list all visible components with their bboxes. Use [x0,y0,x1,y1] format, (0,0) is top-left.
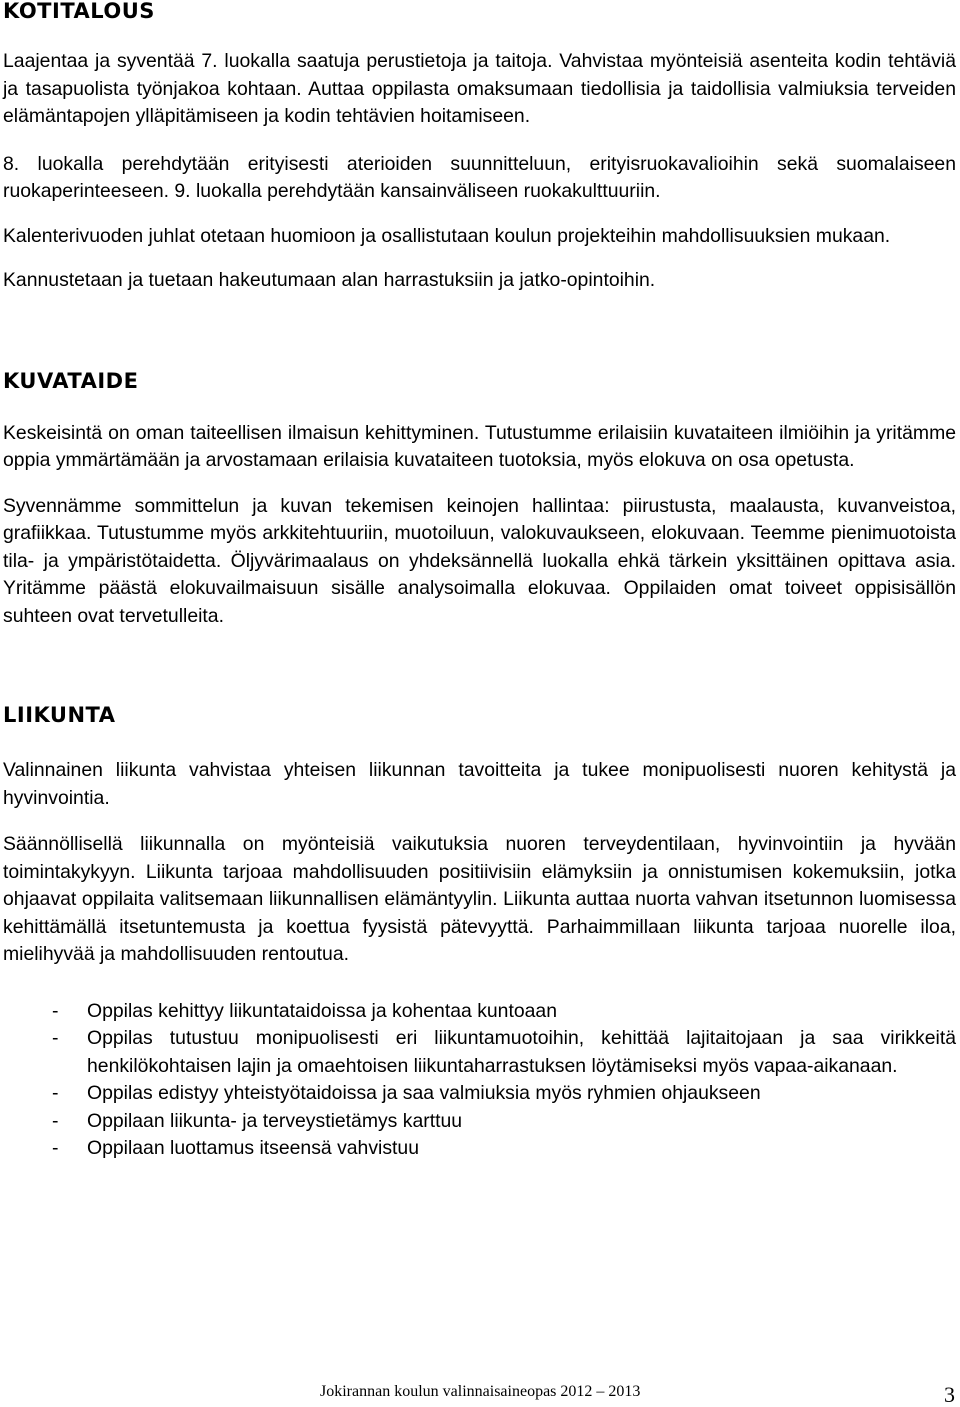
list-item [3,998,956,1026]
liikunta-goals-list [3,998,956,1163]
kotitalous-paragraph-3: Kalenterivuoden juhlat otetaan huomioon ja osallistutaan koulun projekteihin mahdollisuuksien mukaan. [3,224,891,247]
list-item [3,1080,956,1108]
list-dash: - [52,1082,59,1104]
list-dash: - [52,999,59,1022]
kotitalous-paragraph-1: Laajentaa ja syventää 7. luokalla saatuja perustietoja ja taitoja. Vahvistaa myönteisiä asenteita kodin tehtäviä ja tasapuolista työnjakoa kohtaan. Auttaa oppilasta omaksumaan tiedollisia ja taidollisia valmiuksia terveiden elämäntapojen ylläpitämiseen ja kodin tehtävien hoitamiseen. [3,50,956,127]
section-title-kuvataide: KUVATAIDE [3,368,139,393]
liikunta-paragraph-1: Valinnainen liikunta vahvistaa yhteisen liikunnan tavoitteita ja tukee monipuolisesti nuoren kehitystä ja hyvinvointia. [3,759,956,809]
list-item [3,1108,956,1136]
list-item-text: Oppilaan luottamus itseensä vahvistuu [87,1137,419,1159]
kuvataide-paragraph-2: Syvennämme sommittelun ja kuvan tekemisen keinojen hallintaa: piirustusta, maalausta, kuvanveistoa, grafiikkaa. Tutustumme myös arkkitehtuuriin, muotoiluun, valokuvaukseen, elokuvaan. Teemme pienimuotoista tila- ja ympäristötaidetta. Öljyvärimaalaus on yhdeksännellä luokalla ehkä tärkein yksittäinen opittava asia. Yritämme päästä elokuvailmaisuun sisälle analysoimalla elokuvaa. Oppilaiden omat toiveet oppisisällön suhteen ovat tervetulleita. [3,494,956,627]
section-title-liikunta: LIIKUNTA [3,703,116,727]
kuvataide-paragraph-1: Keskeisintä on oman taiteellisen ilmaisun kehittyminen. Tutustumme erilaisiin kuvataiteen ilmiöihin ja yritämme oppia ymmärtämään ja arvostamaan erilaisia kuvataiteen tuotoksia, myös elokuva on osa opetusta. [3,421,956,471]
list-item-text: Oppilaan liikunta- ja terveystietämys karttuu [87,1109,463,1132]
list-item-text: Oppilas tutustuu monipuolisesti eri liikuntamuotoihin, kehittää lajitaitojaan ja saa virikkeitä henkilökohtaisen lajin ja omaehtoisen liikuntaharrastuksen löytämiseksi myös vapaa-aikanaan. [87,1027,956,1077]
list-item [3,1025,956,1080]
list-item-text: Oppilas kehittyy liikuntataidoissa ja kohentaa kuntoaan [87,999,557,1022]
list-dash: - [52,1137,59,1159]
list-dash: - [52,1027,59,1049]
page-number: 3 [944,1382,955,1407]
list-item [3,1135,956,1163]
page-footer: Jokirannan koulun valinnaisaineopas 2012 – 2013 [320,1383,641,1400]
list-item-text: Oppilas edistyy yhteistyötaidoissa ja saa valmiuksia myös ryhmien ohjaukseen [87,1082,761,1104]
kotitalous-paragraph-4: Kannustetaan ja tuetaan hakeutumaan alan harrastuksiin ja jatko-opintoihin. [3,269,656,291]
document-page [3,0,956,1163]
section-title-kotitalous: KOTITALOUS [3,0,155,23]
kotitalous-paragraph-2: 8. luokalla perehdytään erityisesti aterioiden suunnitteluun, erityisruokavalioihin sekä suomalaiseen ruokaperinteeseen. 9. luokalla perehdytään kansainväliseen ruokakulttuuriin. [3,152,956,202]
list-dash: - [52,1109,59,1132]
liikunta-paragraph-2: Säännöllisellä liikunnalla on myönteisiä vaikutuksia nuoren terveydentilaan, hyvinvointiin ja hyvään toimintakykyyn. Liikunta tarjoaa mahdollisuuden positiivisiin elämyksiin ja onnistumisen kokemuksiin, jotka ohjaavat oppilaita valitsemaan liikunnallisen elämäntyylin. Liikunta auttaa nuorta vahvan itsetunnon luomisessa kehittämällä itsetuntemusta ja koettua fyysistä pätevyyttä. Parhaimmillaan liikunta tarjoaa nuorelle iloa, mielihyvää ja mahdollisuuden rentoutua. [3,833,956,965]
